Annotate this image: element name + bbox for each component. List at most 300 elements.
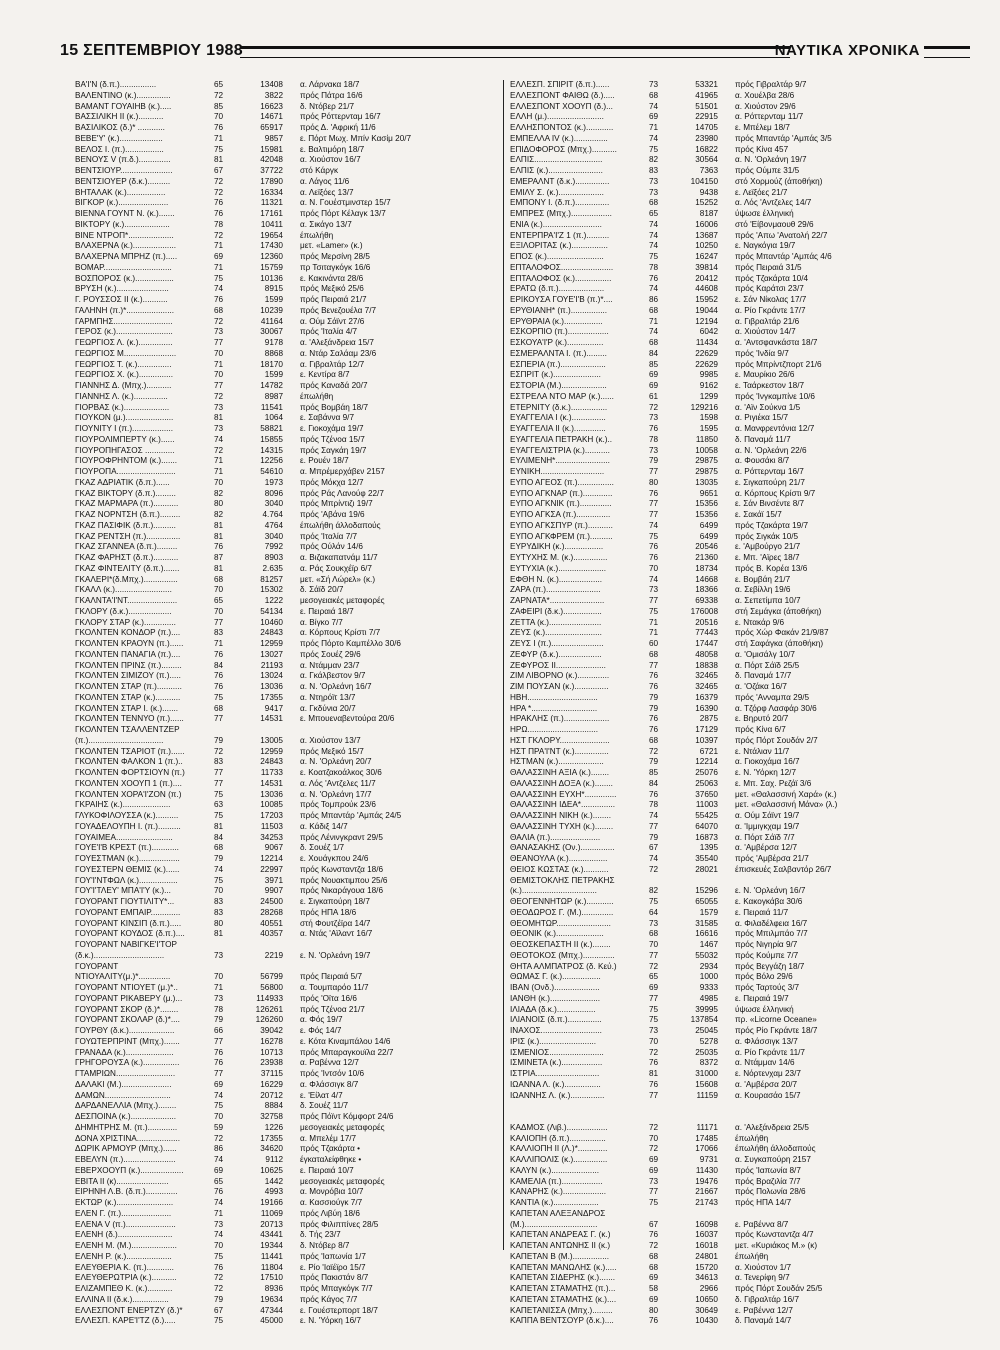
tonnage: 137854 [690, 1015, 718, 1025]
ship-entry [510, 1241, 950, 1252]
ship-entry [75, 1273, 500, 1284]
ship-name: ΒΕΝΤΣΙΟΥΡ....................... [75, 166, 173, 175]
position-status: ε. Κακινάντα 28/6 [300, 273, 364, 283]
ship-name: ΙΣΤΡΙΑ............................ [510, 1069, 600, 1078]
position-status: έπωλήθη [735, 1251, 769, 1261]
ship-entry [510, 1230, 950, 1241]
position-status: δ. Παναμά 17/7 [735, 671, 792, 681]
position-status: α. Κάδιξ 14/7 [300, 821, 348, 831]
ship-entry [510, 1080, 950, 1091]
tonnage: 5278 [699, 1036, 718, 1046]
ship-name: ΓΟΥΟΡΑΝΤ ΚΟΥΔΟΣ (δ.π.).... [75, 929, 185, 939]
position-status: στό Κάργκ [300, 166, 339, 175]
ship-entry [75, 123, 500, 134]
ship-name: ΘΩΜΑΣ Γ. (κ.)................. [510, 972, 601, 982]
position-status: ε. Γουέστερπορτ 18/7 [300, 1305, 378, 1315]
ship-name: ΒΕΒΕ'Υ' (κ.)................... [75, 133, 163, 143]
position-status: α. Γιβραλτάρ 21/6 [735, 316, 800, 326]
ship-name: ΕΛΛΕΣΠ. ΣΠΙΡΙΤ (δ.π.)...... [510, 80, 610, 89]
ship-name: ΕΥΤΥΧΗΣ Μ. (κ.)............... [510, 553, 608, 562]
tonnage: 58821 [260, 424, 283, 433]
tonnage: 9731 [699, 1155, 718, 1164]
tonnage: 14671 [260, 112, 283, 122]
position-status: δ. Παναμά 11/7 [735, 434, 791, 444]
tonnage: 21360 [695, 553, 718, 562]
ship-entry [75, 446, 500, 457]
position-status: ε. Βομβάη 21/7 [735, 574, 791, 584]
ship-name: ΕΛΛΕΣΠΟΝΤ ΕΝΕΡΤΖΥ (δ.)* [75, 1305, 183, 1315]
build-year: 76 [214, 671, 224, 681]
ship-entry [75, 843, 500, 854]
position-status: α. Τενερίφη 9/7 [735, 1273, 790, 1283]
build-year: 79 [649, 703, 659, 713]
tonnage: 8372 [699, 1058, 718, 1068]
ship-entry [510, 1316, 950, 1327]
ship-entry [510, 671, 950, 682]
ship-entry [510, 908, 950, 919]
ship-name: ΕΣΤΟΡΙΑ (Μ.).................... [510, 381, 607, 390]
ship-name: ΓΚΑΛΝΤΑ'Ι'ΝΤ...................... [75, 596, 178, 605]
build-year: 84 [649, 348, 659, 358]
build-year: 77 [214, 381, 224, 390]
tonnage: 12214 [260, 854, 283, 863]
ship-name: ΓΟΥΟΡΑΝΤ ΡΙΚΑΒΕΡΥ (μ.)... [75, 993, 183, 1003]
ship-entry [510, 876, 950, 887]
ship-name: ΓΚΛΟΡΥ ΣΤΑΡ (κ.).............. [75, 617, 176, 627]
ship-name: ΕΜΠΡΕΣ (Μπχ.).................. [510, 209, 612, 218]
ship-entry [510, 521, 950, 532]
tonnage: 37115 [260, 1069, 283, 1078]
tonnage: 17430 [260, 241, 283, 251]
build-year: 75 [649, 1004, 659, 1014]
tonnage: 10460 [260, 617, 283, 627]
ship-entry [75, 198, 500, 209]
position-status: ε. Σιγκαπούρη 18/7 [300, 897, 370, 906]
ship-entry [75, 908, 500, 919]
ship-entry [75, 1252, 500, 1263]
ship-entry [75, 1101, 500, 1112]
position-status: πρός Μπιλμπάο 7/7 [735, 929, 808, 939]
build-year: 77 [649, 1187, 659, 1197]
tonnage: 34253 [260, 832, 283, 842]
build-year: 76 [214, 295, 224, 304]
position-status: στή Σεμάγκα (άποθήκη) [735, 606, 822, 616]
build-year: 68 [649, 735, 659, 745]
ship-name: ΓΚΑΖ ΦΙΝΤΕΛΙΤΥ (δ.π.)....... [75, 563, 180, 573]
ship-entry [75, 424, 500, 435]
build-year: 70 [214, 886, 224, 896]
ship-name: ΓΚΟΛΝΤΕΝ ΣΤΑΡ (κ.)........... [75, 692, 181, 702]
ship-name: ΓΚΑΖ ΑΔΡΙΑΤΙΚ (δ.π.)...... [75, 477, 170, 487]
tonnage: 13687 [695, 230, 718, 240]
build-year: 82 [649, 155, 659, 165]
ship-entry [75, 628, 500, 639]
build-year: 71 [214, 639, 224, 648]
ship-entry [75, 456, 500, 467]
ship-entry [510, 123, 950, 134]
position-status: α. Ν. 'Ορλεάνη 22/6 [735, 445, 807, 455]
tonnage: 8096 [264, 488, 283, 498]
ship-entry [75, 1284, 500, 1295]
ship-name: ΓΚΟΛΝΤΕΝ ΣΤΑΡ Ι. (κ.)....... [75, 703, 179, 713]
build-year: 74 [649, 520, 659, 530]
tonnage: 14705 [695, 123, 718, 132]
ship-entry [75, 1123, 500, 1134]
ship-entry [75, 263, 500, 274]
issue-date: 15 ΣΕΠΤΕΜΒΡΙΟΥ 1988 [60, 42, 243, 59]
tonnage: 16247 [695, 252, 718, 261]
tonnage: 3040 [264, 499, 283, 509]
build-year: 74 [649, 241, 659, 251]
tonnage: 10136 [260, 273, 283, 283]
position-status: α. Ρόττερνταμ 16/7 [735, 467, 804, 476]
tonnage: 18170 [260, 359, 283, 369]
build-year: 79 [214, 1294, 224, 1304]
tonnage: 20516 [695, 617, 718, 627]
build-year: 80 [214, 918, 224, 928]
position-status: πρός 'Ινγκαμπίνε 10/6 [735, 391, 815, 401]
ship-entry [75, 951, 500, 962]
build-year: 76 [214, 1058, 224, 1068]
ship-entry [510, 919, 950, 930]
build-year: 74 [214, 864, 224, 874]
build-year: 77 [649, 950, 659, 960]
ship-entry [75, 1144, 500, 1155]
tonnage: 1579 [699, 907, 718, 917]
position-status: πρός Σιγκάκ 10/5 [735, 531, 799, 541]
position-status: έγκαταλείφθηκε • [300, 1155, 362, 1164]
tonnage: 28268 [260, 907, 283, 917]
ship-name: ΚΑΠΕΤΑΝ ΑΝΤΩΝΗΣ ΙΙ (κ.) [510, 1241, 611, 1250]
ship-entry [75, 1069, 500, 1080]
tonnage: 22629 [695, 348, 718, 358]
ship-name: ΖΑΡΝΑΤΑ*........................ [510, 596, 605, 605]
ship-entry [510, 166, 950, 177]
ship-entry [75, 650, 500, 661]
ship-name: ΓΚΟΛΝΤΕΝ ΣΤΑΡ (π.)........... [75, 682, 182, 691]
build-year: 72 [649, 1047, 659, 1057]
build-year: 69 [214, 1079, 224, 1089]
ship-entry [510, 317, 950, 328]
tonnage: 17510 [260, 1273, 283, 1283]
ship-name: ΚΑΠΕΤΑΝ ΜΑΝΩΛΗΣ (κ.)..... [510, 1262, 617, 1272]
tonnage: 18838 [695, 660, 718, 670]
tonnage: 16616 [695, 929, 718, 939]
ship-entry [75, 682, 500, 693]
ship-entry [510, 252, 950, 263]
position-status: πρός Ούμπε 31/5 [735, 166, 800, 175]
ship-entry [75, 1112, 500, 1123]
ship-entry [510, 1058, 950, 1069]
ship-entry [510, 1263, 950, 1274]
build-year: 68 [649, 1262, 659, 1272]
position-status: πρός Τζακάρτα 10/4 [735, 273, 809, 283]
ship-name: ΕΤΕΡΝΙΤΥ (δ.κ.)................ [510, 402, 608, 412]
tonnage: 11850 [695, 434, 718, 444]
build-year: 73 [649, 80, 659, 89]
tonnage: 14782 [260, 381, 283, 390]
ship-entry [75, 833, 500, 844]
ship-entry [510, 80, 950, 91]
ship-entry [510, 1015, 950, 1026]
build-year: 68 [649, 90, 659, 100]
tonnage: 11430 [695, 1165, 718, 1175]
tonnage: 31585 [695, 918, 718, 928]
build-year: 58 [649, 1284, 659, 1293]
ship-entry [75, 886, 500, 897]
position-status: πρός Μερσίνη 28/5 [300, 252, 370, 261]
tonnage: 43441 [260, 1230, 283, 1240]
ship-entry [75, 854, 500, 865]
ship-name: ΓΚΑΖ ΡΕΝΤΣΗ (π.)............... [75, 531, 181, 541]
tonnage: 31000 [695, 1069, 718, 1078]
ship-name: ΘΕΟΜΗΤΩΡ........................ [510, 918, 611, 928]
ship-name: ΕΛΕΝΗ Ρ. (κ.).................... [75, 1251, 172, 1261]
tonnage: 37722 [260, 166, 283, 175]
position-status: α. Χιούστον 1/7 [735, 1262, 792, 1272]
position-status: πρός Μόκχα 12/7 [300, 477, 364, 487]
ship-name: ΓΟΥΕ'Ι'Β ΚΡΕΣΤ (π.)............ [75, 843, 179, 853]
position-status: πρ. «Licorne Oceane» [735, 1015, 817, 1025]
tonnage: 9651 [699, 488, 718, 498]
ship-name: ΚΑΛΥΝ (κ.)..................... [510, 1165, 600, 1175]
ship-name: ΒΑΛΕΝΤΙΝΟ (κ.)............... [75, 90, 171, 100]
position-status: στό Χορμούζ (άποθήκη) [735, 176, 823, 186]
build-year: 69 [649, 983, 659, 992]
ship-entry [75, 811, 500, 822]
ship-name: ΓΑΡΜΠΗΣ.......................... [75, 316, 173, 326]
position-status: μεσογειακές μεταφορές [300, 1122, 385, 1132]
build-year: 75 [214, 1101, 224, 1111]
ship-name: ΙΛΙΑΝΟΙΣ (δ.π.)............... [510, 1015, 602, 1025]
ship-name: ΕΥΑΓΓΕΛΙΣΤΡΙΑ (κ.)........... [510, 445, 610, 455]
ship-name: ΘΑΛΑΣΣΙΝΗ ΝΙΚΗ (κ.)........ [510, 811, 611, 820]
ship-entry [510, 790, 950, 801]
tonnage: 11541 [260, 402, 283, 412]
ship-entry [75, 252, 500, 263]
position-status: ε. Χουάγκπου 24/6 [300, 854, 369, 863]
build-year: 77 [649, 821, 659, 831]
build-year: 69 [649, 1155, 659, 1164]
tonnage: 30649 [695, 1305, 718, 1315]
build-year: 73 [649, 1026, 659, 1035]
tonnage: 8936 [264, 1284, 283, 1293]
build-year: 78 [214, 219, 224, 229]
ship-entry [510, 1209, 950, 1220]
ship-name: ΘΕΟΝΙΚ (κ.)..................... [510, 929, 604, 939]
tonnage: 3971 [264, 875, 283, 885]
position-status: ε. Ντάλιαν 11/7 [735, 746, 790, 756]
ship-entry [510, 392, 950, 403]
ship-entry [510, 220, 950, 231]
build-year: 70 [214, 606, 224, 616]
build-year: 71 [214, 983, 224, 992]
build-year: 77 [214, 778, 224, 788]
tonnage: 17161 [260, 209, 283, 218]
ship-entry [75, 1306, 500, 1317]
tonnage: 25035 [695, 1047, 718, 1057]
build-year: 72 [214, 316, 224, 326]
ship-name: ΕΥΠΟ ΑΓΚΣΑ (π.)............... [510, 510, 611, 519]
tonnage: 37650 [695, 789, 718, 799]
position-status: πρός 'Ιντσόν 10/6 [300, 1069, 365, 1078]
ship-name: ΕΥΡΥΔΙΚΗ (κ.)................. [510, 542, 604, 552]
tonnage: 176008 [690, 606, 718, 616]
ship-name: ΕΠΤΑΛΟΦΟΣ (κ.)................ [510, 273, 612, 283]
ship-name: (π.)................................. [75, 735, 164, 745]
tonnage: 1395 [699, 843, 718, 853]
position-status: δ. Σάϊδ 20/7 [300, 585, 344, 595]
ship-entry [75, 478, 500, 489]
build-year: 85 [649, 359, 659, 369]
build-year: 64 [649, 907, 659, 917]
tonnage: 34613 [695, 1273, 718, 1283]
ship-entry [510, 1295, 950, 1306]
build-year: 72 [649, 402, 659, 412]
ship-entry [75, 865, 500, 876]
tonnage: 16037 [695, 1230, 718, 1240]
ship-entry [510, 241, 950, 252]
position-status: α. Ν. 'Ορλεάνη 19/7 [735, 155, 807, 165]
ship-entry [510, 1048, 950, 1059]
tonnage: 9857 [264, 133, 283, 143]
ship-entry [510, 962, 950, 973]
ship-name: ΕΡΥΘΡΑΙΑ (κ.)................. [510, 316, 603, 326]
build-year: 72 [214, 746, 224, 756]
position-status: α. Ν. 'Ορλεάνη 17/7 [300, 789, 372, 799]
position-status: α. Χιούστον 14/7 [735, 327, 796, 337]
tonnage: 14531 [260, 778, 283, 788]
ship-entry [510, 489, 950, 500]
tonnage: 16623 [260, 101, 283, 111]
tonnage: 4985 [699, 993, 718, 1003]
ship-entry [510, 532, 950, 543]
ship-name: ΚΑΛΛΙΠΟΛΙΣ (κ.)............... [510, 1155, 608, 1164]
ship-name: (δ.κ.)............................... [75, 950, 165, 960]
ship-entry [75, 768, 500, 779]
ship-name: ΕΛΠΙΣ.............................. [510, 155, 603, 165]
ship-name: ΝΤΙΟΥΑΛΙΤΥ(μ.)*.............. [75, 972, 171, 982]
position-status: α. 'Αμβέρσα 12/7 [735, 843, 798, 853]
ship-name: ΕΝΤΕΡΠΡΑ'Ι'Ζ 1 (π.).......... [510, 230, 610, 240]
tonnage: 16006 [695, 219, 718, 229]
ship-entry [510, 1037, 950, 1048]
tonnage: 9907 [264, 886, 283, 896]
position-status: έπωλήθη άλλοδαπούς [735, 1144, 816, 1154]
ship-name: ΕΥΠΟ ΑΓΚΝΙΚ (π.).............. [510, 499, 612, 509]
tonnage: 9112 [265, 1155, 283, 1164]
tonnage: 14668 [695, 574, 718, 584]
ship-entry [510, 327, 950, 338]
position-status: α. Ρίο Γκράντε 17/7 [735, 305, 806, 315]
build-year: 73 [214, 327, 224, 337]
tonnage: 25063 [695, 778, 718, 788]
build-year: 85 [214, 101, 224, 111]
tonnage: 1973 [264, 477, 283, 487]
tonnage: 11171 [696, 1122, 718, 1132]
tonnage: 13036 [260, 682, 283, 691]
build-year: 78 [649, 262, 659, 272]
tonnage: 21193 [260, 660, 283, 670]
tonnage: 12194 [695, 316, 718, 326]
position-status: α. Πόρτ Σάϊδ 7/7 [735, 832, 795, 842]
tonnage: 15608 [695, 1079, 718, 1089]
ship-entry [510, 188, 950, 199]
build-year: 68 [649, 305, 659, 315]
build-year: 72 [214, 90, 224, 100]
tonnage: 11434 [695, 338, 718, 347]
position-status: α. Σικάγο 13/7 [300, 219, 352, 229]
ship-name: ΖΕΥΣ (κ.)......................... [510, 628, 602, 638]
ship-name: (Μ.)................................ [510, 1219, 598, 1229]
ship-entry [75, 779, 500, 790]
build-year: 81 [214, 531, 224, 541]
tonnage: 56800 [260, 983, 283, 992]
build-year: 73 [214, 993, 224, 1003]
position-status: στή Φουτζέϊρα 14/7 [300, 918, 371, 928]
position-status: πρός 'Απω 'Ανατολή 22/7 [735, 230, 828, 240]
ship-name: ΚΑΠΕΤΑΝ ΣΙΔΕΡΗΣ (κ.)....... [510, 1273, 616, 1283]
position-status: α. Κόρπους Κρίστι 7/7 [300, 628, 381, 638]
ship-name: ΓΟΥΕΣΤΕΡΝ ΘΕΜΙΣ (κ.)...... [75, 864, 180, 874]
ship-name: ΕΙΡΗΝΗ Λ.Β. (δ.π.).............. [75, 1187, 178, 1197]
position-status: α. Ριγιέκα 15/7 [735, 413, 789, 423]
position-status: ε. Νόρτενχαμ 23/7 [735, 1069, 801, 1078]
ship-name: ΚΑΜΕΛΙΑ (π.).................. [510, 1176, 603, 1186]
position-status: α. Ούμ Σάϊντ 19/7 [735, 811, 800, 820]
position-status: α. Σεπετίμπα 10/7 [735, 596, 801, 605]
build-year: 72 [214, 176, 224, 186]
ship-entry [75, 596, 500, 607]
ship-name: ΘΕΟΓΕΝΝΗΤΩΡ (κ.)............ [510, 897, 614, 906]
tonnage: 41965 [695, 90, 718, 100]
ship-name: (κ.)................................. [510, 886, 597, 896]
ship-name: ΙΝΑΧΟΣ........................... [510, 1026, 602, 1035]
position-status: πρός Μεξικό 25/6 [300, 284, 364, 294]
position-status: πρός Βενεζουέλα 7/7 [300, 305, 377, 315]
tonnage: 17355 [260, 1133, 283, 1143]
ship-entry [75, 1026, 500, 1037]
tonnage: 12959 [260, 746, 283, 756]
build-year: 71 [214, 262, 224, 272]
build-year: 79 [649, 456, 659, 466]
build-year: 84 [214, 660, 224, 670]
ship-name: ΕΒΙΤΑ ΙΙ (κ)....................... [75, 1176, 169, 1186]
ship-name: ΕΛΕΝΗ (δ.)........................ [75, 1230, 173, 1240]
position-status: α. Λός 'Αντζελες 11/7 [300, 778, 376, 788]
build-year: 84 [649, 778, 659, 788]
position-status: πρός 'Αμβέρσα 21/7 [735, 854, 809, 863]
ship-name: ΓΙΟΥΡΟΦΡΗΝΤΟΜ (κ.)....... [75, 456, 178, 466]
ship-name: ΕΥΑΓΓΕΛΙΑ ΠΕΤΡΑΚΗ (κ.).. [510, 434, 612, 444]
tonnage: 14531 [260, 714, 283, 724]
position-status: μετ. «Σή Λώρελ» (κ.) [300, 574, 376, 584]
build-year: 74 [214, 1090, 224, 1100]
build-year: 74 [649, 327, 659, 337]
build-year: 71 [214, 241, 224, 251]
tonnage: 13024 [260, 671, 283, 681]
ship-name: ΓΚΟΛΝΤΕΝ ΤΣΑΛΛΕΝΤΖΕΡ [75, 725, 180, 734]
build-year: 77 [214, 1036, 224, 1046]
ship-name: ΘΑΛΙΑ (π.)...................... [510, 832, 601, 842]
position-status: α. Βιζακαπατνάμ 11/7 [300, 553, 378, 562]
position-status: ε. Πειραιά 10/7 [300, 1165, 354, 1175]
ship-entry [75, 112, 500, 123]
build-year: 81 [214, 563, 224, 573]
ship-name: ΕΒΕΡΧΟΟΥΠ (κ.)................... [75, 1165, 184, 1175]
position-status: ε. Σιγκαπούρη 21/7 [735, 477, 805, 487]
position-status: ε. Σάν Βινσέντε 8/7 [735, 499, 805, 509]
